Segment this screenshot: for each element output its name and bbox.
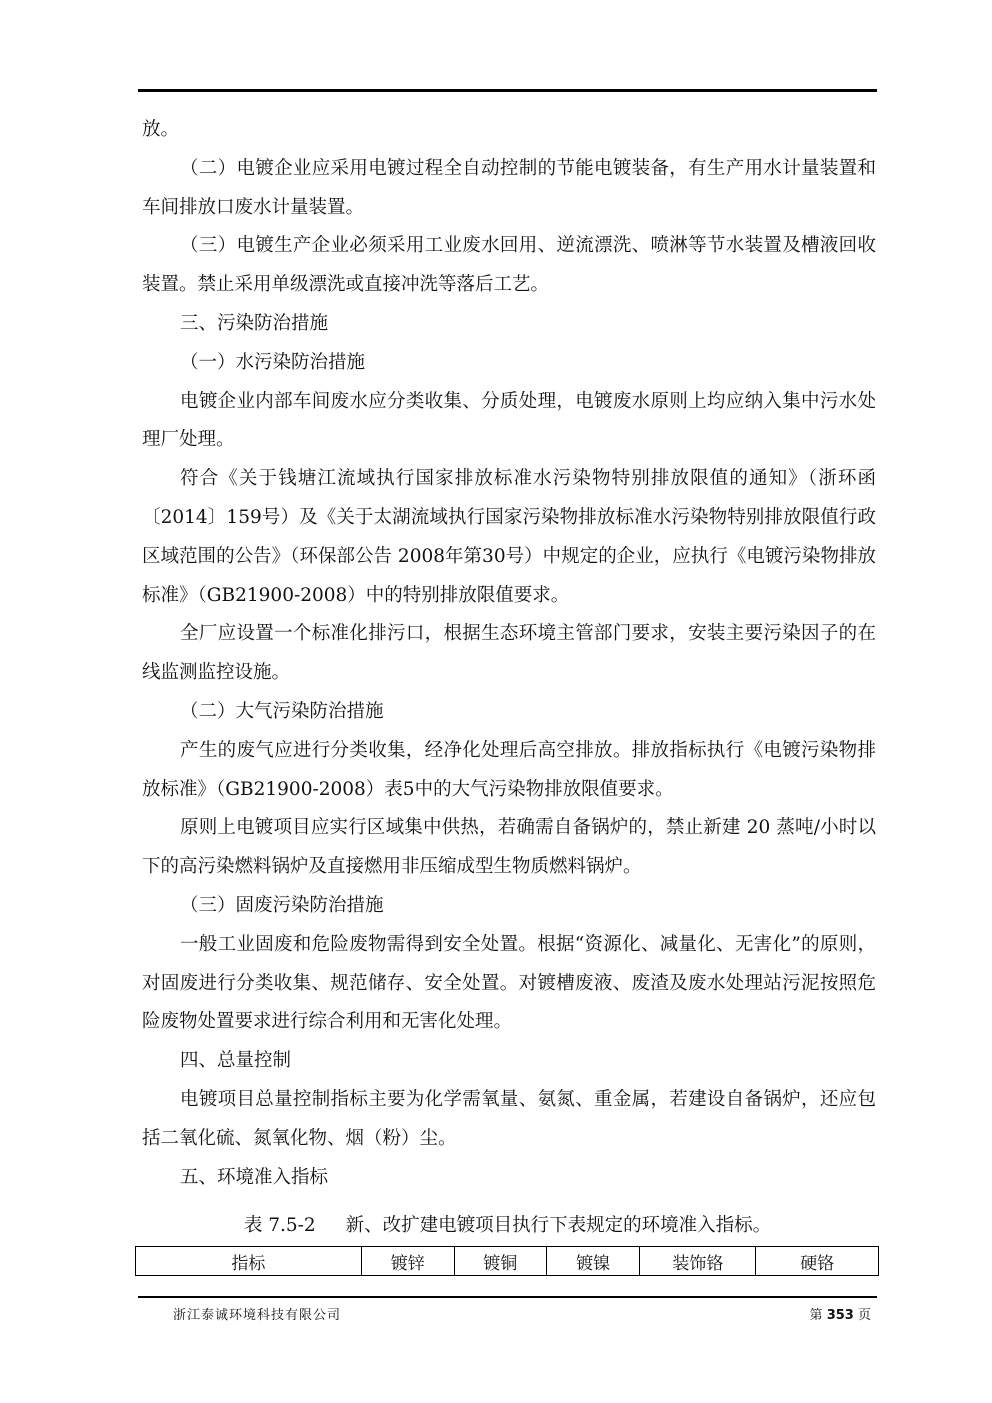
- header-cell: 镀铜: [454, 1247, 546, 1276]
- paragraph: （二）电镀企业应采用电镀过程全自动控制的节能电镀装备，有生产用水计量装置和车间排放口废水计量装置。: [142, 157, 876, 218]
- paragraph: 电镀项目总量控制指标主要为化学需氧量、氨氮、重金属，若建设自备锅炉，还应包括二氧化硫、氮氧化物、烟（粉）尘。: [142, 1088, 876, 1149]
- table-number: 表 7.5-2: [243, 1215, 316, 1236]
- section-heading: 四、总量控制: [180, 1050, 292, 1072]
- header-cell: 指标: [136, 1247, 362, 1276]
- subsection-heading: （二）大气污染防治措施: [180, 700, 384, 722]
- paragraph: 符合《关于钱塘江流域执行国家排放标准水污染物特别排放限值的通知》（浙环函〔2014〕159号）及《关于太湖流域执行国家污染物排放标准水污染物特别排放限值行政区域范围的公告》（环保部公告 2008年第30号）中规定的企业，应执行《电镀污染物排放标准》（GB21900-2008）中的特别排放限值要求。: [142, 468, 876, 606]
- section-heading: 三、污染防治措施: [180, 312, 329, 334]
- paragraph: 全厂应设置一个标准化排污口，根据生态环境主管部门要求，安装主要污染因子的在线监测监控设施。: [142, 623, 876, 684]
- paragraph: 原则上电镀项目应实行区域集中供热，若确需自备锅炉的，禁止新建 20 蒸吨/小时以下的高污染燃料锅炉及直接燃用非压缩成型生物质燃料锅炉。: [142, 817, 876, 878]
- header-cell: 硬铬: [756, 1247, 879, 1276]
- paragraph: 放。: [142, 119, 180, 140]
- header-rule: [138, 89, 877, 92]
- subsection-heading: （一）水污染防治措施: [180, 351, 366, 373]
- table-title: 新、改扩建电镀项目执行下表规定的环境准入指标。: [345, 1215, 772, 1236]
- header-cell: 镀镍: [546, 1247, 640, 1276]
- paragraph: 电镀企业内部车间废水应分类收集、分质处理，电镀废水原则上均应纳入集中污水处理厂处理。: [142, 390, 876, 451]
- section-heading: 五、环境准入指标: [180, 1166, 329, 1188]
- header-cell: 装饰铬: [640, 1247, 756, 1276]
- subsection-heading: （三）固废污染防治措施: [180, 894, 384, 916]
- footer-company: 浙江泰诚环境科技有限公司: [173, 1308, 342, 1323]
- paragraph: 一般工业固废和危险废物需得到安全处置。根据“资源化、减量化、无害化”的原则，对固废进行分类收集、规范储存、安全处置。对镀槽废液、废渣及废水处理站污泥按照危险废物处置要求进行综合利用和无害化处理。: [142, 933, 876, 1033]
- paragraph: （三）电镀生产企业必须采用工业废水回用、逆流漂洗、喷淋等节水装置及槽液回收装置。禁止采用单级漂洗或直接冲洗等落后工艺。: [142, 235, 876, 296]
- header-cell: 镀锌: [361, 1247, 454, 1276]
- table-caption: [138, 1211, 877, 1241]
- admission-indicator-table: [135, 1246, 879, 1276]
- document-body: [142, 111, 876, 1197]
- paragraph: 产生的废气应进行分类收集，经净化处理后高空排放。排放指标执行《电镀污染物排放标准》（GB21900-2008）表5中的大气污染物排放限值要求。: [142, 739, 876, 800]
- page-prefix: 第: [809, 1308, 823, 1323]
- page-number-value: 353: [826, 1308, 854, 1323]
- footer-rule: [138, 1296, 877, 1298]
- page-number: [810, 1304, 871, 1323]
- page-suffix: 页: [857, 1308, 871, 1323]
- table-header-row: [136, 1247, 879, 1276]
